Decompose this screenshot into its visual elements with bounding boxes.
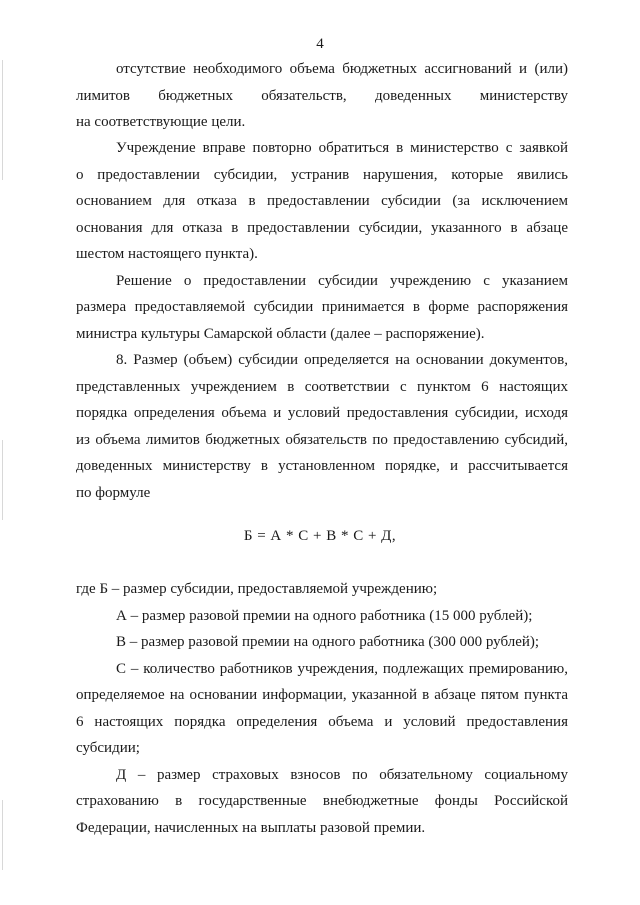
text-line: представленных учреждением в соответствии с пунктом 6 настоящих: [76, 378, 568, 395]
paragraph-block-1: [76, 56, 568, 136]
text-line: А – размер разовой премии на одного работника (15 000 рублей);: [116, 607, 533, 624]
text-line: Решение о предоставлении субсидии учреждению с указанием: [116, 272, 568, 289]
formula: Б = А * С + В * С + Д,: [243, 528, 397, 544]
scan-edge-mark: [2, 60, 3, 180]
text-line: отсутствие необходимого объема бюджетных ассигнований и (или): [116, 61, 568, 77]
paragraph-block-2: [76, 135, 568, 506]
text-line: шестом настоящего пункта).: [76, 246, 258, 262]
text-line: лимитов бюджетных обязательств, доведенных министерству: [76, 87, 568, 104]
scan-edge-mark: [2, 800, 3, 870]
text-line: 8. Размер (объем) субсидии определяется на основании документов,: [116, 352, 568, 368]
paragraph-block-3: [76, 576, 568, 841]
text-line: Д – размер страховых взносов по обязательному социальному: [116, 766, 568, 783]
text-line: по формуле: [76, 484, 151, 501]
text-line: основанием для отказа в предоставлении субсидии (за исключением: [76, 193, 568, 209]
text-line: В – размер разовой премии на одного работника (300 000 рублей);: [116, 634, 540, 650]
text-line: субсидии;: [76, 740, 140, 756]
text-line: о предоставлении субсидии, устранив нарушения, которые явились: [76, 166, 568, 183]
text-line: С – количество работников учреждения, подлежащих премированию,: [116, 660, 568, 677]
text-line: размера предоставляемой субсидии принимается в форме распоряжения: [76, 299, 568, 315]
text-line: где Б – размер субсидии, предоставляемой учреждению;: [76, 581, 438, 597]
text-line: доведенных министерству в установленном порядке, и рассчитывается: [76, 458, 568, 474]
text-line: на соответствующие цели.: [76, 114, 246, 130]
text-line: основания для отказа в предоставлении субсидии, указанного в абзаце: [76, 219, 568, 236]
text-line: 6 настоящих порядка определения объема и условий предоставления: [76, 713, 568, 730]
text-line: порядка определения объема и условий предоставления субсидии, исходя: [76, 405, 568, 421]
text-line: Федерации, начисленных на выплаты разовой премии.: [76, 819, 426, 836]
page-number: 4: [316, 36, 324, 52]
text-line: Учреждение вправе повторно обратиться в министерство с заявкой: [116, 140, 568, 156]
scan-edge-mark: [2, 440, 3, 520]
text-line: определяемое на основании информации, указанной в абзаце пятом пункта: [76, 687, 568, 703]
text-line: министра культуры Самарской области (далее – распоряжение).: [76, 325, 485, 342]
text-line: из объема лимитов бюджетных обязательств по предоставлению субсидий,: [76, 431, 568, 448]
text-line: страхованию в государственные внебюджетные фонды Российской: [76, 793, 568, 809]
